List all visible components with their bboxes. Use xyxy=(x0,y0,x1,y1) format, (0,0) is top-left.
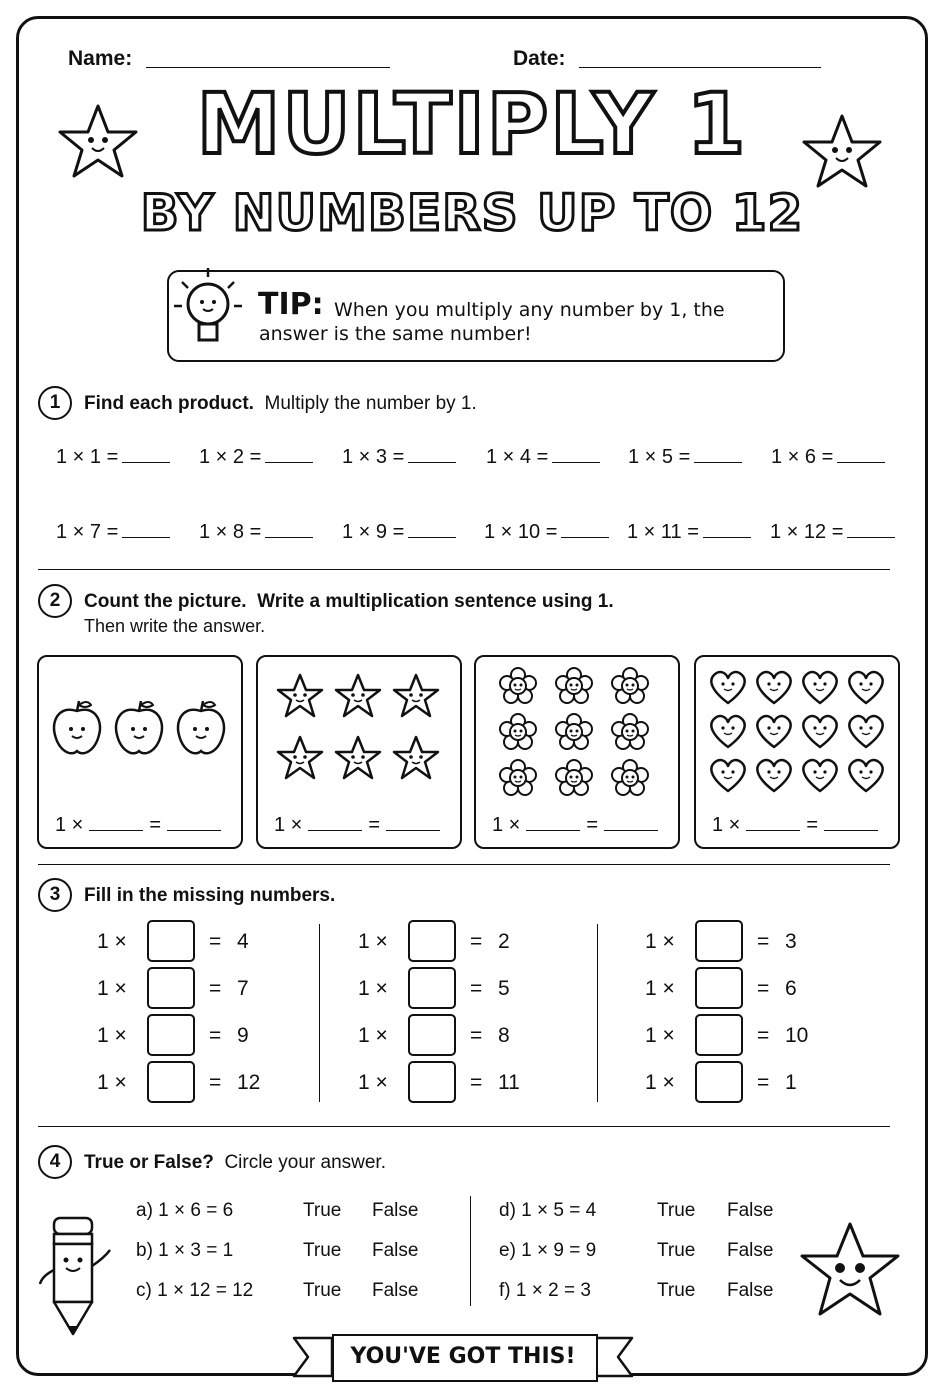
tf-true-option[interactable]: True xyxy=(303,1280,342,1301)
divider xyxy=(38,864,890,865)
column-separator xyxy=(470,1196,471,1306)
answer-box[interactable] xyxy=(147,920,195,962)
section-2-number: 2 xyxy=(38,584,72,618)
tf-true-option[interactable]: True xyxy=(657,1240,696,1261)
tf-question-e: e) 1 × 9 = 9 xyxy=(499,1240,597,1261)
apple-icon xyxy=(178,701,224,753)
problem-11[interactable]: 1 × 11 = xyxy=(627,521,751,544)
name-line[interactable] xyxy=(146,67,390,68)
answer-box[interactable] xyxy=(695,920,743,962)
picture-equation-4[interactable]: 1 × = xyxy=(712,814,884,837)
picture-box-hearts xyxy=(694,655,900,849)
pencil-icon xyxy=(34,1210,124,1340)
tf-false-option[interactable]: False xyxy=(372,1280,419,1301)
apple-icon xyxy=(116,701,162,753)
tf-question-c: c) 1 × 12 = 12 xyxy=(136,1280,254,1301)
tf-false-option[interactable]: False xyxy=(372,1200,419,1221)
name-label: Name: xyxy=(68,47,133,70)
picture-equation-3[interactable]: 1 × = xyxy=(492,814,664,837)
date-label: Date: xyxy=(513,47,566,70)
answer-box[interactable] xyxy=(147,967,195,1009)
tf-true-option[interactable]: True xyxy=(303,1200,342,1221)
tip-label: TIP: xyxy=(258,287,324,322)
picture-box-stars xyxy=(256,655,462,849)
date-line[interactable] xyxy=(579,67,821,68)
title-line-2: BY NUMBERS UP TO 12 xyxy=(140,184,804,242)
answer-box[interactable] xyxy=(408,1061,456,1103)
section-1-number: 1 xyxy=(38,386,72,420)
answer-box[interactable] xyxy=(147,1061,195,1103)
tip-text-line-2: answer is the same number! xyxy=(259,323,532,345)
flower-icon-group xyxy=(496,663,660,799)
banner-text: YOU'VE GOT THIS! xyxy=(350,1344,576,1369)
tf-false-option[interactable]: False xyxy=(727,1200,774,1221)
tip-text-line-1: When you multiply any number by 1, the xyxy=(334,299,725,321)
divider xyxy=(38,569,890,570)
divider xyxy=(38,1126,890,1127)
tf-true-option[interactable]: True xyxy=(657,1200,696,1221)
answer-box[interactable] xyxy=(408,1014,456,1056)
smiling-star-icon xyxy=(794,1218,906,1324)
problem-8[interactable]: 1 × 8 = xyxy=(199,521,313,544)
tf-false-option[interactable]: False xyxy=(727,1240,774,1261)
problem-10[interactable]: 1 × 10 = xyxy=(484,521,609,544)
column-separator xyxy=(597,924,598,1102)
answer-box[interactable] xyxy=(695,967,743,1009)
picture-box-apples xyxy=(37,655,243,849)
tf-false-option[interactable]: False xyxy=(727,1280,774,1301)
section-3-title: Fill in the missing numbers. xyxy=(84,885,336,906)
lightbulb-icon xyxy=(172,262,252,358)
problem-5[interactable]: 1 × 5 = xyxy=(628,446,742,469)
problem-12[interactable]: 1 × 12 = xyxy=(770,521,895,544)
apple-icon xyxy=(54,701,100,753)
apple-icon-group xyxy=(47,697,233,761)
tf-true-option[interactable]: True xyxy=(303,1240,342,1261)
tf-question-f: f) 1 × 2 = 3 xyxy=(499,1280,591,1301)
tf-question-a: a) 1 × 6 = 6 xyxy=(136,1200,234,1221)
tf-question-d: d) 1 × 5 = 4 xyxy=(499,1200,597,1221)
title-line-1: MULTIPLY 1 xyxy=(196,75,748,173)
problem-6[interactable]: 1 × 6 = xyxy=(771,446,885,469)
problem-3[interactable]: 1 × 3 = xyxy=(342,446,456,469)
section-1-title: Find each product. Multiply the number by 1. xyxy=(84,393,477,414)
answer-box[interactable] xyxy=(695,1061,743,1103)
heart-icon-group xyxy=(706,667,892,795)
answer-box[interactable] xyxy=(695,1014,743,1056)
picture-box-flowers xyxy=(474,655,680,849)
section-2-title: Count the picture. Write a multiplication sentence using 1. xyxy=(84,591,614,612)
problem-7[interactable]: 1 × 7 = xyxy=(56,521,170,544)
smiling-star-icon xyxy=(796,110,886,194)
problem-1[interactable]: 1 × 1 = xyxy=(56,446,170,469)
column-separator xyxy=(319,924,320,1102)
smiling-star-icon xyxy=(56,100,146,184)
problem-4[interactable]: 1 × 4 = xyxy=(486,446,600,469)
section-2-subtitle: Then write the answer. xyxy=(84,616,266,636)
tf-false-option[interactable]: False xyxy=(372,1240,419,1261)
star-icon-group xyxy=(272,671,448,787)
problem-2[interactable]: 1 × 2 = xyxy=(199,446,313,469)
section-4-title: True or False? Circle your answer. xyxy=(84,1152,386,1173)
answer-box[interactable] xyxy=(408,920,456,962)
tf-question-b: b) 1 × 3 = 1 xyxy=(136,1240,234,1261)
picture-equation-1[interactable]: 1 × = xyxy=(55,814,227,837)
section-3-number: 3 xyxy=(38,878,72,912)
picture-equation-2[interactable]: 1 × = xyxy=(274,814,446,837)
answer-box[interactable] xyxy=(147,1014,195,1056)
section-4-number: 4 xyxy=(38,1145,72,1179)
tf-true-option[interactable]: True xyxy=(657,1280,696,1301)
problem-9[interactable]: 1 × 9 = xyxy=(342,521,456,544)
answer-box[interactable] xyxy=(408,967,456,1009)
